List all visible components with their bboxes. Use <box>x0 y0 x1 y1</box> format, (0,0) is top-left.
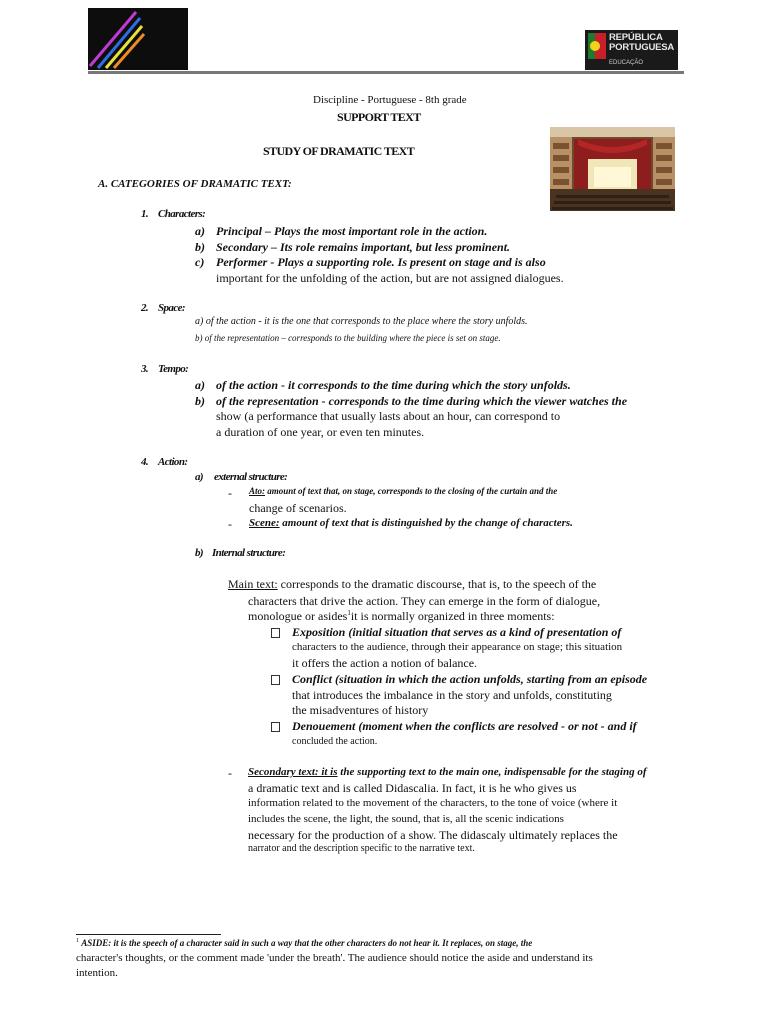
denouement-cont1: concluded the action. <box>292 736 378 747</box>
republica-portuguesa-logo <box>585 30 678 70</box>
tempo-representation-cont1: show (a performance that usually lasts about an hour, can correspond to <box>216 409 561 423</box>
diagonal-stripes-icon <box>88 8 188 70</box>
logo-subtext: EDUCAÇÃO <box>609 60 644 66</box>
checkbox-bullet-icon <box>271 722 280 732</box>
internal-label: b) <box>195 547 203 559</box>
internal-title: Internal structure: <box>212 547 286 559</box>
characters-performer-cont: important for the unfolding of the action, but are not assigned dialogues. <box>216 271 564 285</box>
portugal-flag-icon <box>588 33 606 59</box>
dash: - <box>228 766 232 780</box>
secondary-cont3: includes the scene, the light, the sound, that is, all the scenic indications <box>248 813 564 825</box>
dash: - <box>228 486 232 500</box>
characters-c-label: c) <box>195 255 205 269</box>
school-logo <box>88 8 188 70</box>
ato-cont: change of scenarios. <box>249 501 347 515</box>
secondary-text-line <box>248 766 647 778</box>
ato-line <box>249 486 557 496</box>
external-label: a) <box>195 471 203 483</box>
ato-label: Ato: <box>249 486 266 496</box>
exposition-cont1: characters to the audience, through their appearance on stage; this situation <box>292 641 623 653</box>
scene-line <box>249 517 573 529</box>
footnote-separator <box>76 934 221 935</box>
secondary-text-text: the supporting text to the main one, indispensable for the staging of <box>337 766 647 778</box>
checkbox-bullet-icon <box>271 675 280 685</box>
ato-text: amount of text that, on stage, corresponds to the closing of the curtain and the <box>267 486 558 496</box>
section-a-heading: A. CATEGORIES OF DRAMATIC TEXT: <box>98 178 292 190</box>
tempo-representation-cont2: a duration of one year, or even ten minutes. <box>216 425 425 439</box>
main-text-cont1: characters that drive the action. They can emerge in the form of dialogue, <box>248 594 601 608</box>
conflict-cont1: that introduces the imbalance in the story and unfolds, constituting <box>292 688 612 702</box>
main-text-label: Main text: <box>228 577 278 591</box>
secondary-cont4: necessary for the production of a show. The didascaly ultimately replaces the <box>248 828 618 842</box>
conflict-cont2: the misadventures of history <box>292 703 429 717</box>
tempo-title: Tempo: <box>158 363 189 375</box>
header-divider <box>88 71 684 74</box>
dash: - <box>228 517 232 531</box>
theater-image <box>550 127 675 211</box>
characters-number: 1. <box>141 208 149 220</box>
main-text-cont2: monologue or asides$^1$it is normally organized in three moments: <box>248 609 555 623</box>
action-title: Action: <box>158 456 188 468</box>
support-text-title: SUPPORT TEXT <box>337 110 421 124</box>
main-text-text: corresponds to the dramatic discourse, that is, to the speech of the <box>280 577 597 591</box>
characters-a-label: a) <box>195 224 205 238</box>
main-text-line <box>228 577 596 592</box>
footnote-line2: character's thoughts, or the comment made 'under the breath'. The audience should notice the aside and understand its <box>76 952 593 964</box>
footnote-label: ASIDE: <box>81 938 112 948</box>
tempo-a-label: a) <box>195 378 205 392</box>
space-number: 2. <box>141 302 149 314</box>
tempo-number: 3. <box>141 363 149 375</box>
tempo-b-label: b) <box>195 394 205 408</box>
conflict-title: Conflict (situation in which the action unfolds, starting from an episode <box>292 672 648 686</box>
secondary-text-label: Secondary text: it is <box>248 766 338 778</box>
exposition-cont2: it offers the action a notion of balance. <box>292 656 478 670</box>
characters-performer: Performer - Plays a supporting role. Is present on stage and is also <box>216 255 546 269</box>
characters-title: Characters: <box>158 208 206 220</box>
space-action: a) of the action - it is the one that corresponds to the place where the story unfolds. <box>195 316 528 327</box>
footnote-line3: intention. <box>76 967 118 979</box>
space-representation: b) of the representation – corresponds to the building where the piece is set on stage. <box>195 333 501 343</box>
secondary-cont1: a dramatic text and is called Didascalia. In fact, it is he who gives us <box>248 781 577 795</box>
characters-b-label: b) <box>195 240 205 254</box>
exposition-title: Exposition (initial situation that serves as a kind of presentation of <box>292 625 622 639</box>
denouement-title: Denouement (moment when the conflicts are resolved - or not - and if <box>292 719 637 733</box>
checkbox-bullet-icon <box>271 628 280 638</box>
external-title: external structure: <box>214 471 288 483</box>
action-number: 4. <box>141 456 149 468</box>
characters-secondary: Secondary – Its role remains important, but less prominent. <box>216 240 511 254</box>
secondary-cont2: information related to the movement of the characters, to the tone of voice (where it <box>248 797 618 809</box>
logo-text: REPÚBLICA PORTUGUESA <box>609 32 675 53</box>
footnote-line1: $^1$ ASIDE: it is the speech of a character said in such a way that the other characters do not hear it. It replaces, on stage, the <box>76 938 533 948</box>
tempo-action: of the action - it corresponds to the time during which the story unfolds. <box>216 378 571 392</box>
scene-label: Scene: <box>249 517 280 529</box>
study-title: STUDY OF DRAMATIC TEXT <box>263 144 415 158</box>
scene-text: amount of text that is distinguished by the change of characters. <box>282 517 573 529</box>
characters-principal: Principal – Plays the most important role in the action. <box>216 224 488 238</box>
secondary-cont5: narrator and the description specific to the narrative text. <box>248 843 475 854</box>
space-title: Space: <box>158 302 185 314</box>
tempo-representation: of the representation - corresponds to the time during which the viewer watches the <box>216 394 628 408</box>
discipline-line: Discipline - Portuguese - 8th grade <box>313 94 467 106</box>
